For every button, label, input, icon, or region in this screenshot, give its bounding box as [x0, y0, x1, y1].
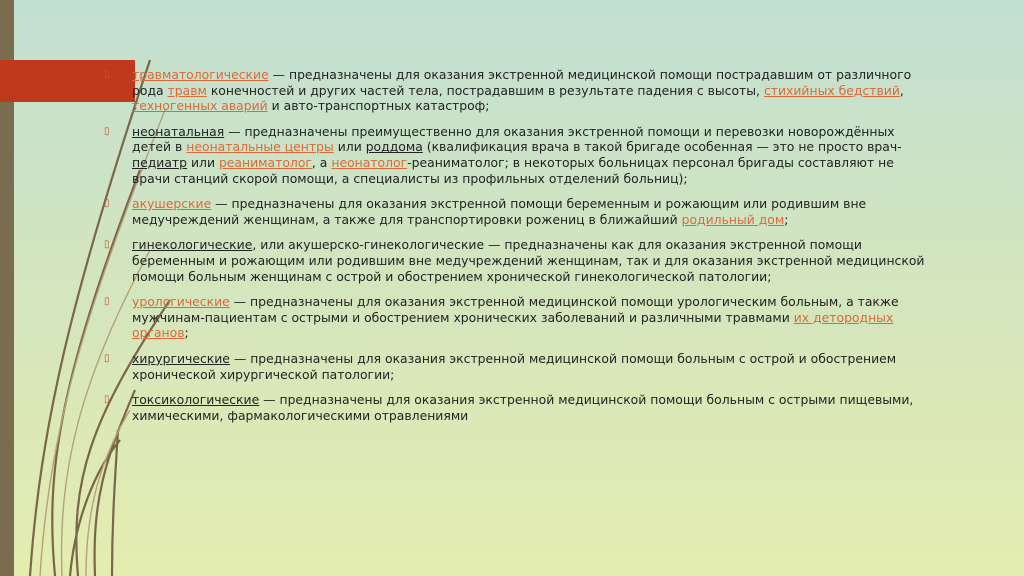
- text-span: или: [333, 139, 366, 155]
- bullet-icon: ▯: [104, 69, 110, 80]
- list-item-text: [132, 124, 902, 186]
- hyperlink[interactable]: техногенных аварий: [132, 98, 268, 114]
- hyperlink[interactable]: родильный дом: [681, 211, 785, 227]
- hyperlink[interactable]: неонатальные центры: [186, 139, 334, 155]
- term-link[interactable]: педиатр: [132, 154, 188, 170]
- hyperlink[interactable]: реаниматолог: [218, 154, 312, 170]
- text-span: (квалификация врача в такой бригаде особенная — это не просто врач-: [422, 139, 902, 155]
- term-link[interactable]: гинекологические: [132, 237, 253, 253]
- term-link[interactable]: токсикологические: [132, 392, 260, 408]
- bullet-icon: ▯: [104, 296, 110, 308]
- term-link[interactable]: роддома: [365, 139, 423, 155]
- text-span: и авто-транспортных катастроф;: [267, 98, 490, 114]
- list-item-text: [132, 392, 913, 423]
- hyperlink[interactable]: неонатолог: [331, 154, 408, 170]
- list-item: [104, 351, 934, 382]
- bullet-icon: ▯: [104, 394, 110, 406]
- hyperlink[interactable]: их детородных органов: [132, 309, 894, 341]
- text-span: — предназначены для оказания экстренной медицинской помощи пострадавшим от различного рода: [132, 67, 912, 98]
- list-item-text: [132, 351, 896, 382]
- hyperlink[interactable]: травм: [167, 82, 207, 98]
- list-item: [104, 294, 934, 341]
- hyperlink[interactable]: травматологические: [132, 67, 269, 82]
- text-span: -реаниматолог; в некоторых больницах персонал бригады составляют не врачи станций скорой помощи, а специалисты из профильных отделений больниц);: [132, 154, 894, 186]
- text-span: — предназначены для оказания экстренной медицинской помощи больным с острыми пищевыми, химическими, фармакологическими отравлениями: [132, 392, 914, 423]
- text-span: ;: [784, 211, 789, 227]
- list-item: [104, 124, 934, 186]
- bullet-icon: ▯: [104, 352, 110, 364]
- text-span: конечностей и других частей тела, пострадавшим в результате падения с высоты,: [206, 82, 764, 98]
- hyperlink[interactable]: акушерские: [132, 196, 212, 212]
- hyperlink[interactable]: стихийных бедствий: [763, 82, 900, 98]
- bullet-icon: ▯: [104, 198, 110, 210]
- list-item-text: [132, 237, 924, 283]
- text-span: — предназначены преимущественно для оказания экстренной помощи и перевозки новорождённых детей в: [132, 123, 895, 155]
- text-span: — предназначены для оказания экстренной медицинской помощи урологическим больным, а также мужчинам-пациентам с острыми и обострением хронических заболеваний и различными травмами: [132, 294, 899, 325]
- list-item-text: [132, 294, 899, 340]
- text-span: ,: [899, 82, 904, 98]
- list-item-text: [132, 67, 911, 113]
- list-item: [104, 67, 934, 114]
- term-link[interactable]: хирургические: [132, 350, 230, 366]
- ambulance-team-types-list: [104, 67, 934, 433]
- list-item: [104, 237, 934, 284]
- hyperlink[interactable]: урологические: [132, 294, 230, 310]
- text-span: , или акушерско-гинекологические — предназначены как для оказания экстренной помощи беременным и рожающим или родившим вне медучреждений женщинам, так и для оказания экстренной медицинской помощи больным женщинам с острой и обострением хронической гинекологической патологии;: [132, 237, 925, 284]
- bullet-icon: ▯: [104, 125, 110, 137]
- text-span: — предназначены для оказания экстренной помощи беременным и рожающим или родившим вне медучреждений женщинам, а также для транспортировки рожениц в ближайший: [132, 196, 867, 227]
- list-item: [104, 196, 934, 227]
- list-item-text: [132, 196, 866, 227]
- text-span: — предназначены для оказания экстренной медицинской помощи больным с острой и обострением хронической хирургической патологии;: [132, 350, 897, 382]
- text-span: или: [187, 154, 219, 170]
- list-item: [104, 392, 934, 423]
- text-span: , а: [311, 154, 332, 170]
- term-link[interactable]: неонатальная: [132, 123, 225, 139]
- text-span: ;: [184, 325, 189, 341]
- bullet-icon: ▯: [104, 239, 110, 251]
